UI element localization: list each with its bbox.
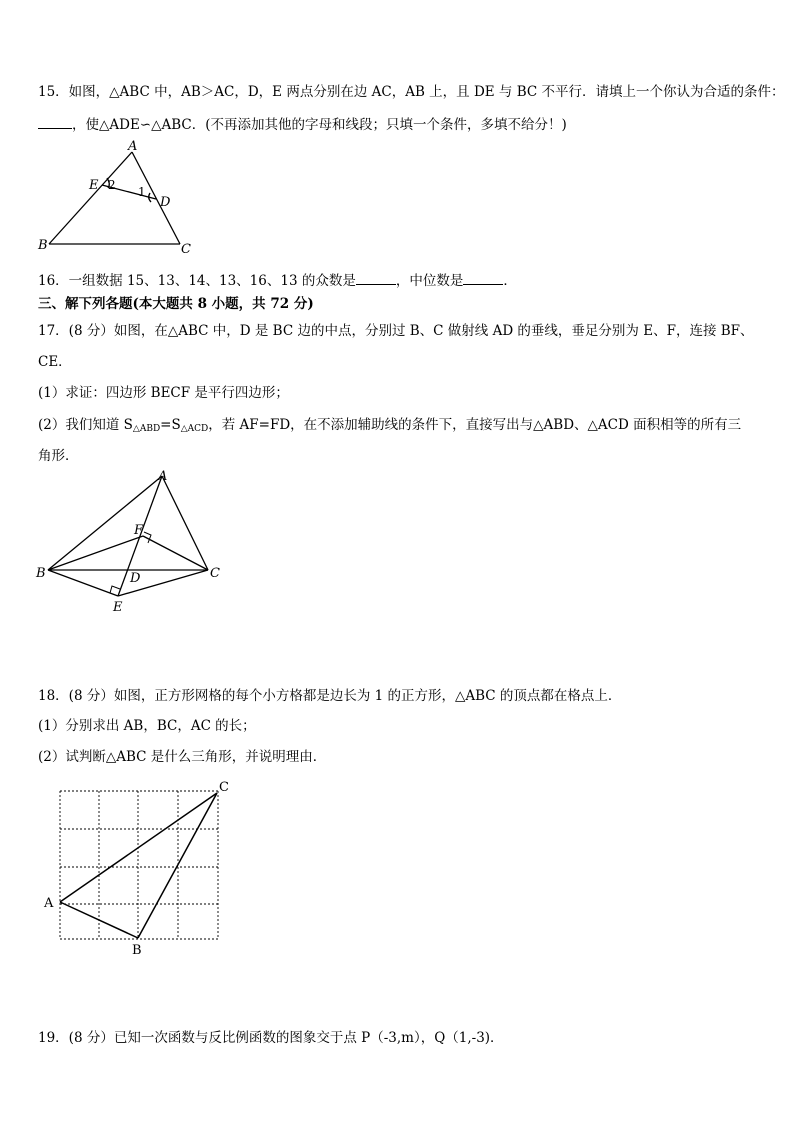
q18-line1: 18．(8 分）如图，正方形网格的每个小方格都是边长为 1 的正方形，△ABC 的顶点都在格点上． — [38, 688, 622, 704]
q15-label-d: D — [160, 195, 171, 210]
q18-label-b: B — [132, 943, 142, 958]
q15-line2-text: ，使△ADE∽△ABC．(不再添加其他的字母和线段；只填一个条件，多填不给分！) — [72, 117, 567, 133]
q15-line1: 15．如图，△ABC 中，AB＞AC，D，E 两点分别在边 AC，AB 上，且 DE 与 BC 不平行．请填上一个你认为合适的条件： — [38, 84, 785, 100]
q17-label-f: F — [134, 523, 144, 538]
q17-sub2-a: (2）我们知道 S — [38, 417, 133, 433]
q17-label-e: E — [113, 600, 123, 615]
q17-sub2-s1: △ABD — [132, 424, 161, 434]
q15-label-b: B — [38, 238, 48, 253]
q15-label-e: E — [89, 178, 99, 193]
q19-line1: 19．(8 分）已知一次函数与反比例函数的图象交于点 P（-3,m），Q（1,-3)． — [38, 1030, 504, 1046]
q17-sub2-eq: =S — [160, 417, 181, 433]
q17-line1: 17．(8 分）如图，在△ABC 中，D 是 BC 边的中点，分别过 B、C 做射线 AD 的垂线，垂足分别为 E、F，连接 BF、 — [38, 323, 754, 339]
q15-label-a: A — [128, 139, 138, 154]
q17-sub1: (1）求证：四边形 BECF 是平行四边形； — [38, 385, 289, 401]
q18-label-a: A — [44, 896, 54, 911]
q17-label-b: B — [36, 566, 46, 581]
q16-part3: ． — [503, 273, 517, 289]
q16-part2: ，中位数是 — [395, 273, 464, 289]
q18-sub2: (2）试判断△ABC 是什么三角形，并说明理由． — [38, 749, 327, 765]
q17-label-c: C — [210, 566, 220, 581]
answer-blank-q16-mode[interactable] — [356, 270, 396, 285]
q16-part1: 16．一组数据 15、13、14、13、16、13 的众数是 — [38, 273, 356, 289]
q15-angle-1: 1 — [138, 185, 146, 199]
q17-sub2-s2: △ACD — [180, 424, 209, 434]
answer-blank-q15[interactable] — [38, 114, 72, 129]
q17-figure — [30, 466, 230, 616]
q17-sub2-b: ，若 AF=FD，在不添加辅助线的条件下，直接写出与△ABD、△ACD 面积相等的所有三 — [208, 417, 742, 433]
q15-label-c: C — [181, 242, 191, 256]
q18-figure — [38, 776, 238, 961]
q15-figure — [30, 138, 210, 256]
q18-sub1: (1）分别求出 AB，BC，AC 的长； — [38, 718, 256, 734]
q17-sub2 — [38, 415, 741, 439]
q17-line2: CE． — [38, 354, 72, 370]
section-heading: 三、解下列各题(本大题共 8 小题，共 72 分) — [38, 296, 314, 312]
q15-angle-2: 2 — [108, 178, 116, 192]
q17-sub2-c: 角形． — [38, 448, 79, 464]
q18-label-c: C — [219, 780, 229, 795]
answer-blank-q16-median[interactable] — [463, 270, 503, 285]
q17-label-a: A — [158, 469, 168, 484]
q16-line — [38, 270, 517, 291]
q17-label-d: D — [130, 571, 141, 586]
q15-line2 — [38, 114, 567, 135]
